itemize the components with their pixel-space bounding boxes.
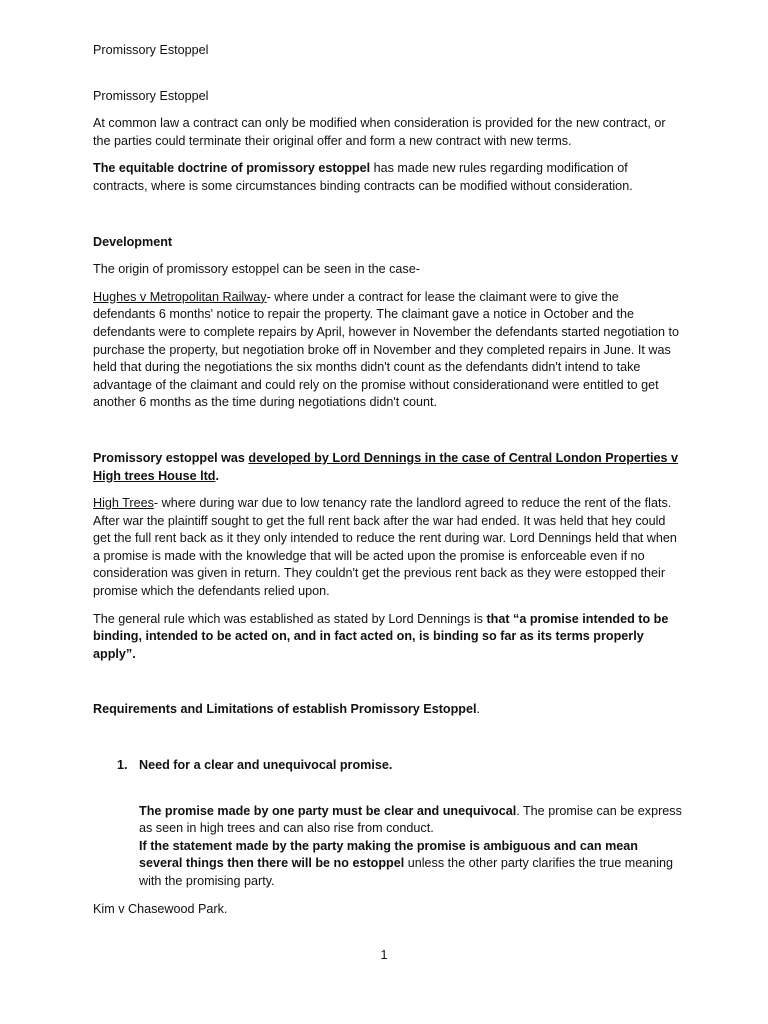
general-rule-paragraph (93, 611, 683, 664)
high-trees-lead-bold: Promissory estoppel was (93, 450, 249, 465)
high-trees-case-name: High Trees (93, 496, 154, 511)
requirement-item-1 (93, 757, 683, 891)
high-trees-lead-end: . (215, 468, 219, 483)
requirements-heading-text: Requirements and Limitations of establish Promissory Estoppel (93, 702, 477, 717)
page-number: 1 (380, 948, 388, 962)
requirements-heading-end: . (476, 702, 480, 717)
kim-case-line: Kim v Chasewood Park. (93, 901, 228, 916)
document-page (93, 42, 683, 918)
requirement-item-1-title (139, 757, 683, 775)
general-rule-bold: that “a promise intended to be binding, intended to be acted on, and in fact acted on, is binding so far as its terms properly apply”. (93, 611, 669, 661)
hughes-paragraph (93, 289, 683, 412)
high-trees-text: - where during war due to low tenancy rate the landlord agreed to reduce the rent of the flats. After war the plaintiff sought to get the full rent back after the war had ended. It was held that hey could get the full rent back as it they only intended to reduce the rent during war. Lord Dennings held that when a promise is made with the knowledge that will be acted upon the promise is enforceable even if no consideration was given in return. They couldn't get the previous rent back as they were estopped their promise which the defendants relied upon. (93, 496, 677, 599)
development-heading-text: Development (93, 234, 173, 249)
requirement-item-1-number: 1. (117, 758, 128, 773)
requirement-item-1-para-2-rest: unless the other party clarifies the true meaning with the promising party. (139, 856, 674, 888)
requirement-item-1-para-1 (139, 803, 683, 838)
requirement-item-1-para-1-bold: The promise made by one party must be clear and unequivocal (139, 803, 517, 818)
hughes-case-name: Hughes v Metropolitan Railway (93, 289, 267, 304)
hughes-text: - where under a contract for lease the claimant were to give the defendants 6 months' notice to repair the property. The claimant gave a notice in October and the defendants were to complete repairs by April, however in November the defendants started negotiation to purchase the property, but negotiation broke off in November and they completed repairs in June. It was held that during the negotiations the six months didn't count as the defendants didn't intend to take advantage of the claimant and could rely on the promise without considerationand were entitled to get another 6 months as the time during negotiations didn't count. (93, 289, 679, 410)
equitable-rest: has made new rules regarding modification of contracts, where is some circumstances binding contracts can be modified without consideration. (93, 161, 633, 193)
requirement-item-1-para-2-bold: If the statement made by the party making the promise is ambiguous and can mean several things then there will be no estoppel (139, 838, 638, 871)
origin-paragraph: The origin of promissory estoppel can be seen in the case- (93, 262, 420, 277)
requirements-heading (93, 701, 683, 719)
high-trees-lead-underlined: developed by Lord Dennings in the case of Central London Properties v High trees House ltd (93, 450, 679, 483)
high-trees-lead (93, 450, 683, 485)
requirement-item-1-para-2 (139, 838, 683, 891)
equitable-bold: The equitable doctrine of promissory estoppel (93, 161, 371, 176)
document-title: Promissory Estoppel (93, 88, 209, 103)
requirement-item-1-para-1-rest: . The promise can be express as seen in high trees and can also rise from conduct. (139, 803, 682, 836)
equitable-paragraph (93, 160, 683, 195)
running-header: Promissory Estoppel (93, 43, 209, 57)
intro-paragraph: At common law a contract can only be modified when consideration is provided for the new contract, or the parties could terminate their original offer and form a new contract with new terms. (93, 116, 666, 148)
general-rule-intro: The general rule which was established as stated by Lord Dennings is (93, 611, 487, 626)
high-trees-paragraph (93, 495, 683, 601)
requirement-item-1-title-text: Need for a clear and unequivocal promise. (139, 758, 393, 773)
development-heading (93, 234, 683, 252)
